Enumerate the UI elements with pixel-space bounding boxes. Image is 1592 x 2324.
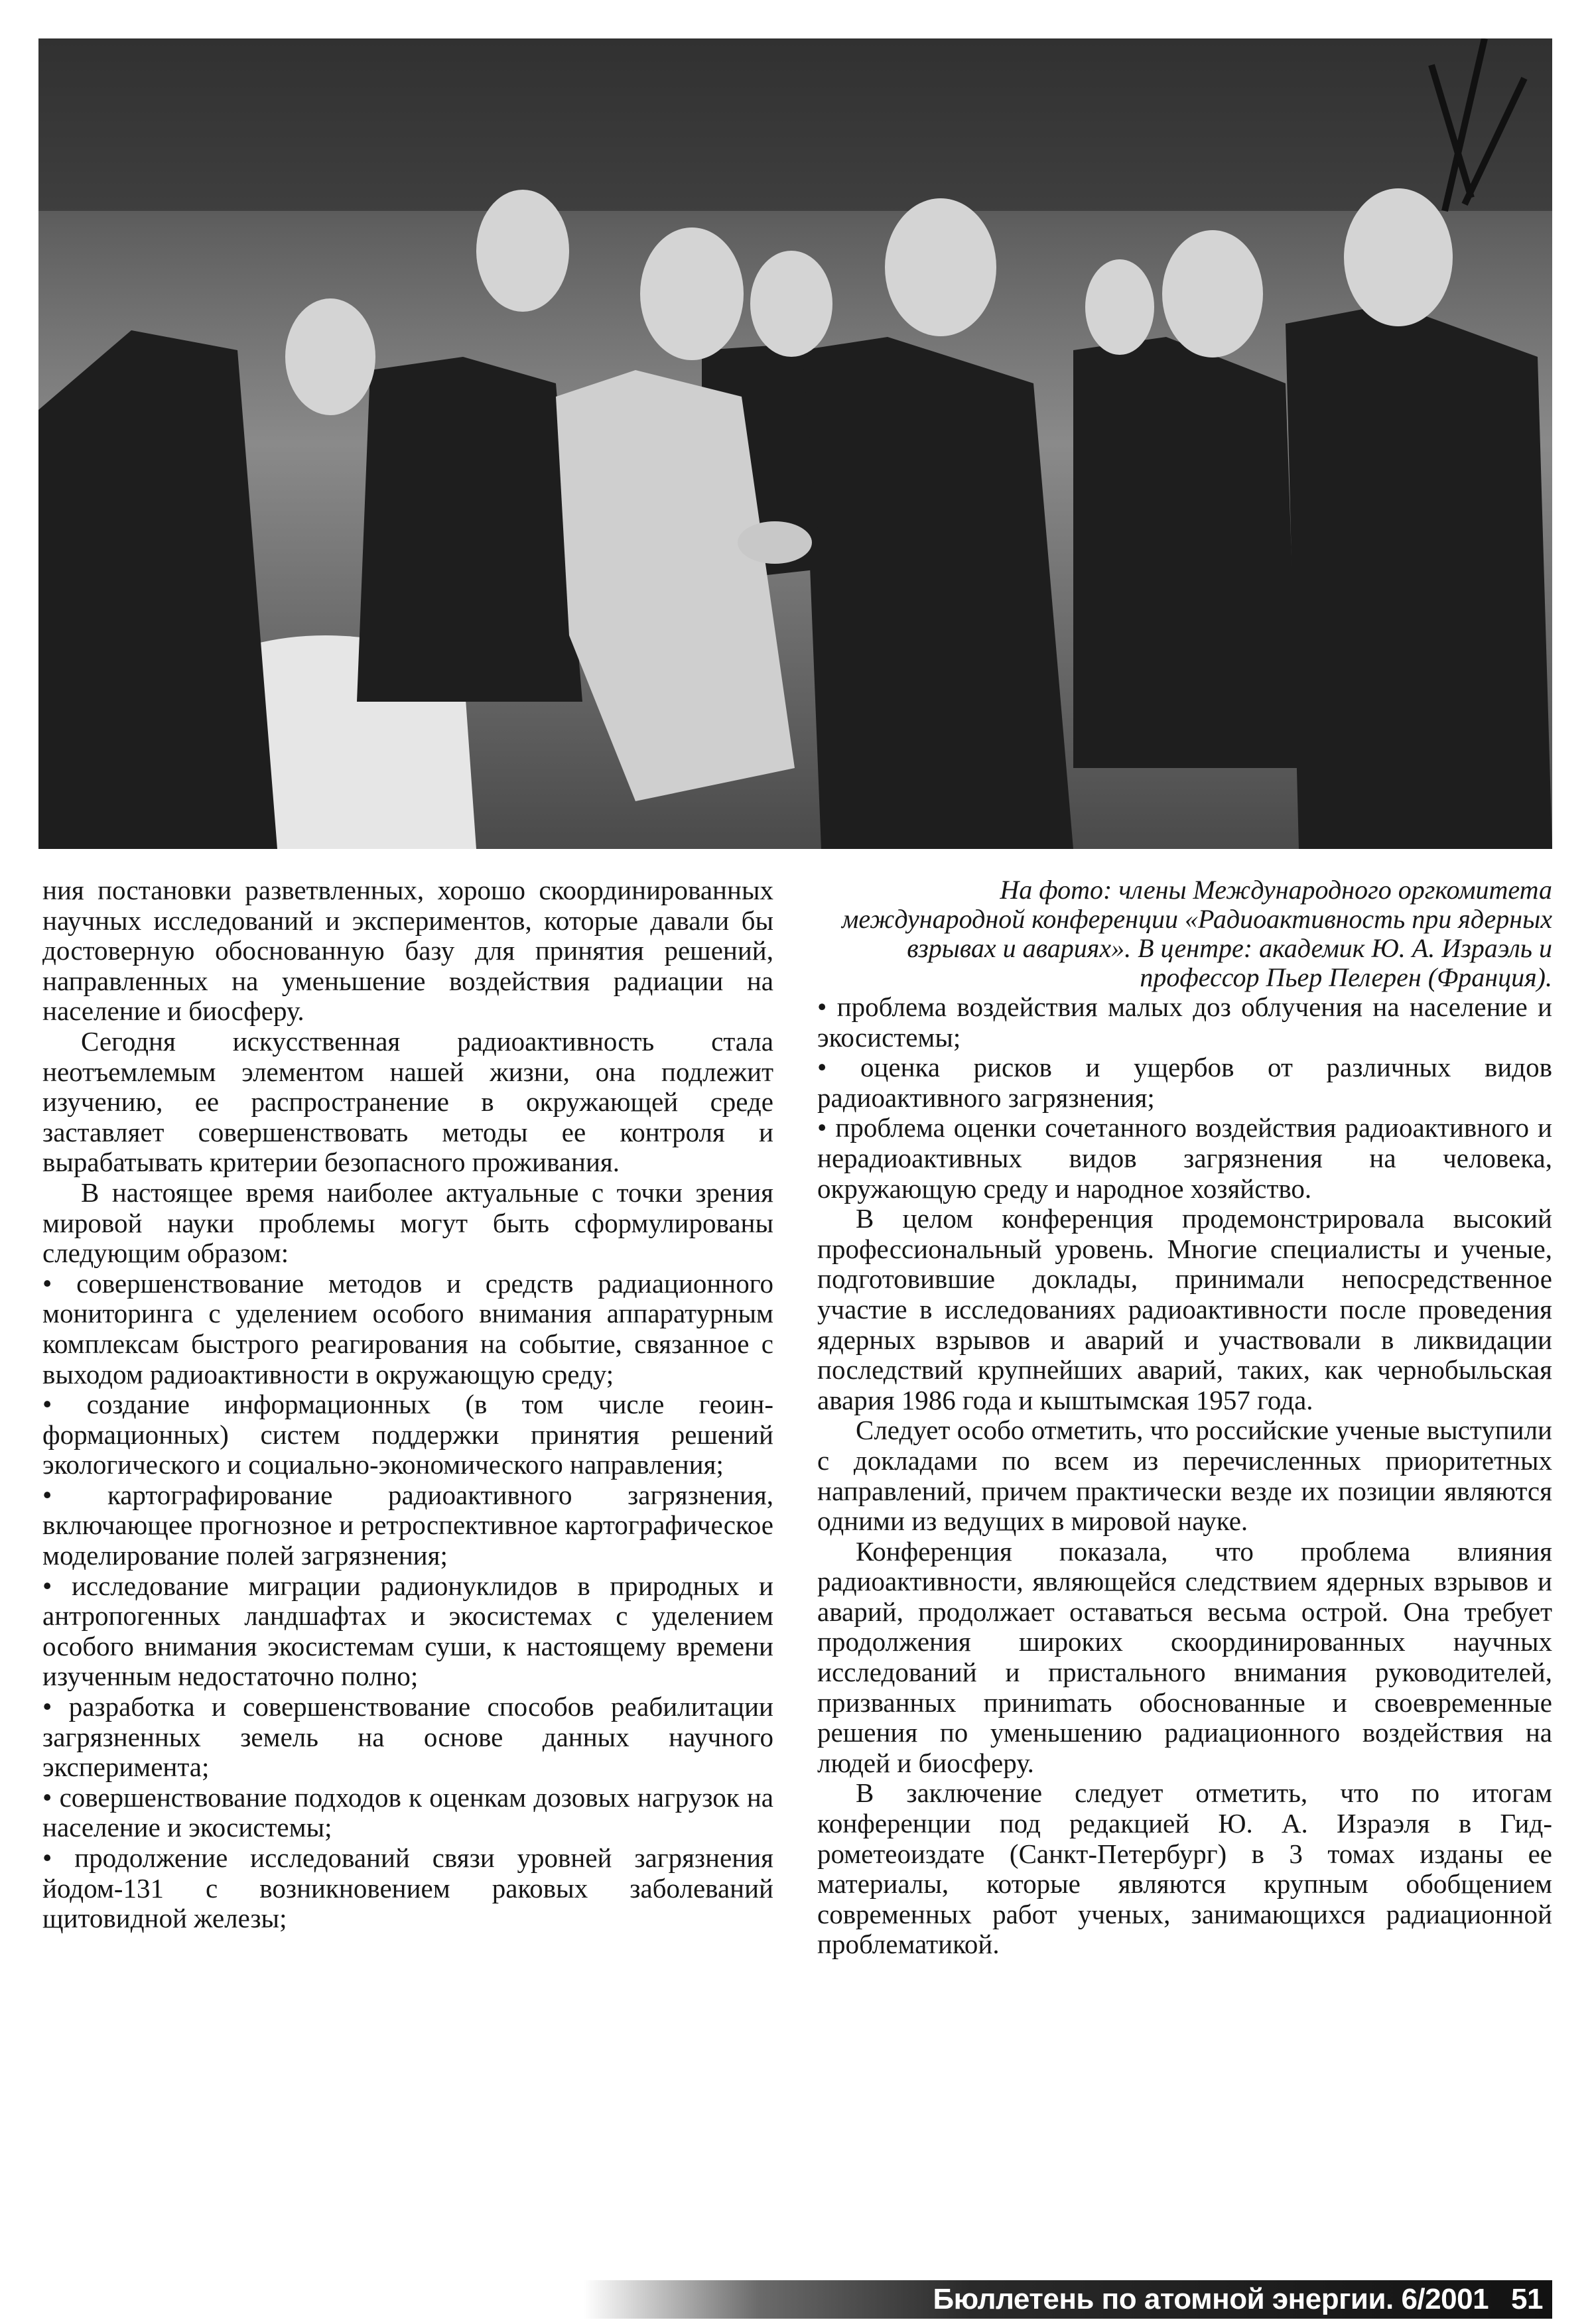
paragraph: В настоящее время наиболее актуальные с точки зрения мировой науки проблемы могут быть сформулированы следующим образом:: [42, 1177, 773, 1269]
paragraph: ния постановки разветвленных, хорошо скоординированных научных исследований и экспериментов, которые давали бы достоверную обоснованную базу для принятия решений, направленных на уменьшение воздействия радиации на население и биосферу.: [42, 875, 773, 1027]
paragraph: В заключение следует отметить, что по итогам конференции под редакцией Ю. А. Израэля в Гидрометеоиздате (Санкт-Петербург) в 3 томах изданы ее материалы, которые являются крупным обобщением современных работ ученых, занимающихся радиационной проблематикой.: [817, 1777, 1552, 1960]
paragraph: Конференция показала, что проблема влияния радиоактивности, являющейся следствием ядерных взрывов и аварий, продолжает оставаться весьма острой. Она требует продолжения широких скоординированных научных исследований и пристального внимания руководителей, призванных приниmать обоснованные и своевременные решения по уменьшению радиационного воздействия на людей и биосферу.: [817, 1535, 1552, 1778]
bullet-item: • картографирование радиоактивного загрязнения, включающее прогнозное и ретроспективное картографическое моделирование полей загрязнения;: [42, 1480, 773, 1571]
paragraph: Сегодня искусственная радиоактивность стала неотъемлемым элементом нашей жизни, она подлежит изучению, ее распространение в окружающей среде заставляет совершенствовать методы ее контроля и вырабатывать критерии безопасного проживания.: [42, 1025, 773, 1178]
left-column: [42, 875, 773, 1934]
paragraph: Следует особо отметить, что российские ученые выступили с докладами по всем из перечисленных приоритетных направлений, причем практически везде их позиции являются одними из ведущих в мировой науке.: [817, 1415, 1552, 1537]
bullet-item: • разработка и совершенствование способов реабилитации загрязненных земель на основе данных научного эксперимента;: [42, 1692, 773, 1783]
group-photo-icon: [38, 38, 1552, 849]
right-column: [817, 875, 1552, 1960]
bullet-item: • исследование миграции радионуклидов в природных и антропогенных ландшафтах и экосистемах с уделением особого внимания экосистемам суши, к настоящему времени изученным недостаточно полно;: [42, 1571, 773, 1692]
bullet-item: • оценка рисков и ущербов от различных видов радиоактивного загрязнения;: [817, 1053, 1552, 1113]
bullet-item: • создание информационных (в том числе геоинформационных) систем поддержки принятия решений экологического и социально-экономического направления;: [42, 1389, 773, 1480]
journal-title: Бюллетень по атомной энергии. 6/2001: [933, 2283, 1489, 2315]
paragraph: В целом конференция продемонстрировала высокий профессиональный уровень. Многие специалисты и ученые, подготовившие доклады, принимали непосредственное участие в исследованиях радиоактивности после проведения ядерных взрывов и аварий и участвовали в ликвидации последствий крупнейших аварий, таких, как чернобыльская авария 1986 года и кыштымская 1957 года.: [817, 1203, 1552, 1415]
photo-caption: На фото: члены Международного оргкомитета международной конференции «Радиоактивность при ядерных взрывах и авариях». В центре: академик Ю. А. Израэль и профессор Пьер Пелерен (Франция).: [841, 875, 1552, 992]
bullet-item: • совершенствование методов и средств радиационного мониторинга с уделением особого внимания аппаратурным комплексам быстрого реагирования на событие, связанное с выходом радиоактивности в окружающую среду;: [42, 1269, 773, 1389]
bullet-item: • продолжение исследований связи уровней загрязнения йодом-131 с возникновением раковых заболеваний щитовидной железы;: [42, 1843, 773, 1934]
page-number: 51: [1511, 2283, 1543, 2315]
page-footer: [584, 2280, 1552, 2319]
group-photo: [38, 38, 1552, 849]
bullet-item: • совершенствование подходов к оценкам дозовых нагрузок на население и экосистемы;: [42, 1783, 773, 1843]
bullet-item: • проблема оценки сочетанного воздействия радиоактивного и нерадиоактивных видов загрязнения на человека, окружающую среду и народное хозяйство.: [817, 1113, 1552, 1204]
bullet-item: • проблема воздействия малых доз облучения на население и экосистемы;: [817, 992, 1552, 1053]
